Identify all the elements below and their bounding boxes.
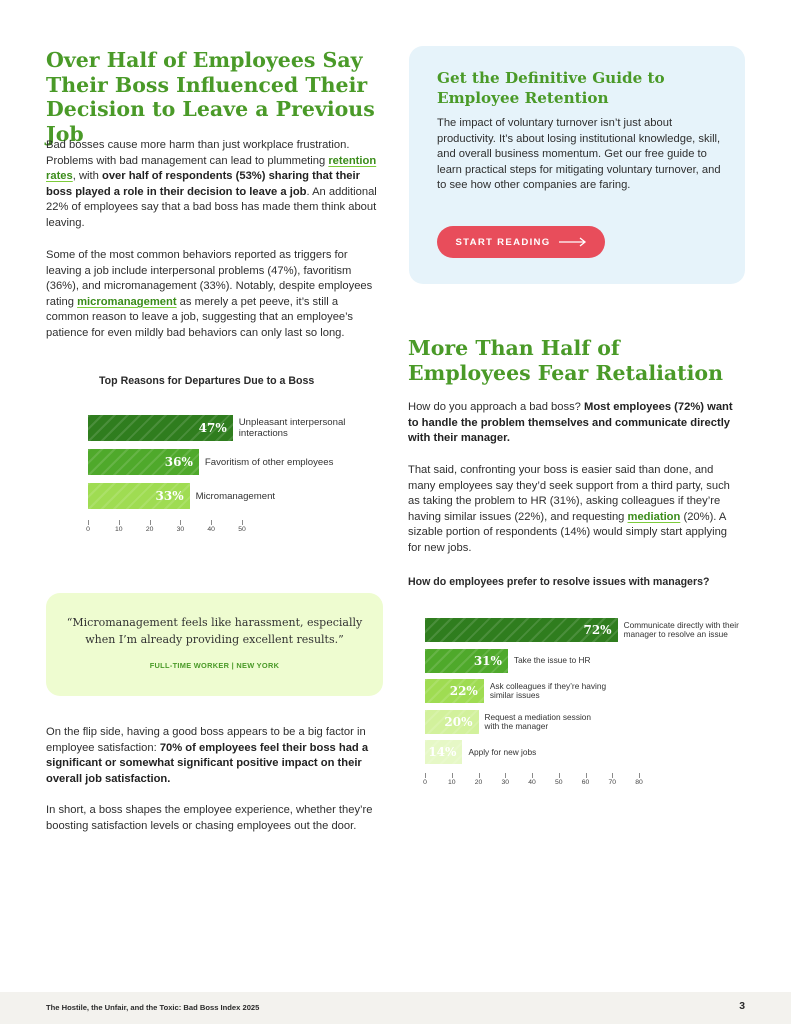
bar-category-label: Apply for new jobs <box>468 746 537 757</box>
intro-paragraph: Bad bosses cause more harm than just workplace frustration. Problems with bad management can lead to plummeting retention rates, with over half of respondents (53%) sharing that their boss played a role in their decision to leave a job. An additional 22% of employees say that a bad boss has made them think about leaving. <box>46 139 377 229</box>
x-axis-tick <box>180 520 181 525</box>
bar-1 <box>88 415 233 441</box>
x-axis-tick-label: 20 <box>474 779 483 786</box>
bar-value-label: 20% <box>444 714 473 729</box>
x-axis-tick-label: 50 <box>554 779 563 786</box>
bar-value-label: 36% <box>164 455 193 469</box>
chart2-title: How do employees prefer to resolve issues with managers? <box>408 576 710 588</box>
bar-value-label: 47% <box>198 421 227 435</box>
x-axis-tick <box>150 520 151 525</box>
micromanagement-link[interactable]: micromanagement <box>77 295 177 308</box>
bar-5 <box>425 740 462 764</box>
approach-paragraph: How do you approach a bad boss? Most employees (72%) want to handle the problem themselves and communicate directly with their manager. <box>408 401 733 445</box>
x-axis-tick <box>242 520 243 525</box>
quote-text: “Micromanagement feels like harassment, especially when I’m already providing excellent results.” <box>66 616 363 646</box>
x-axis-tick <box>119 520 120 525</box>
bar-value-label: 14% <box>428 745 457 759</box>
bar-1 <box>425 618 618 642</box>
bar-category-label: Request a mediation session with the manager <box>484 711 592 731</box>
quote-attribution: FULL-TIME WORKER | NEW YORK <box>149 661 280 670</box>
x-axis-tick <box>612 773 613 778</box>
bar-category-label: Favoritism of other employees <box>204 456 334 468</box>
good-boss-paragraph: On the flip side, having a good boss appears to be a big factor in employee satisfaction: 70% of employees feel their boss had a significant or somewhat significant positive impact on their overall job satisfaction. <box>46 726 369 785</box>
bar-value-label: 33% <box>155 489 184 503</box>
x-axis-tick-label: 10 <box>447 779 456 786</box>
summary-paragraph: In short, a boss shapes the employee experience, whether they’re boosting satisfaction levels or chasing employees out the door. <box>46 804 373 832</box>
bar-value-label: 22% <box>449 684 478 698</box>
start-reading-button[interactable] <box>437 226 605 258</box>
bar-4 <box>425 710 479 734</box>
x-axis-tick-label: 0 <box>86 526 90 533</box>
x-axis-tick <box>479 773 480 778</box>
bar-category-label: Take the issue to HR <box>513 655 591 665</box>
page-footer <box>0 992 791 1024</box>
x-axis-tick-label: 0 <box>423 779 427 786</box>
arrow-right-icon <box>559 237 587 247</box>
bar-value-label: 31% <box>473 653 502 668</box>
x-axis-tick-label: 60 <box>581 779 590 786</box>
mediation-link[interactable]: mediation <box>627 510 681 523</box>
bar-3 <box>425 679 484 703</box>
page-title: Over Half of Employees Say Their Boss Influenced Their Decision to Leave a Previous Job <box>46 48 375 146</box>
start-reading-label: START READING <box>455 236 551 248</box>
bar-2 <box>88 449 199 475</box>
x-axis-tick-label: 30 <box>501 779 510 786</box>
guide-text: The impact of voluntary turnover isn’t just about productivity. It’s about losing institutional knowledge, skill, and overall business momentum. Get our free guide to learn practical steps for mitigating voluntary turnover, and to see how other companies are faring. <box>437 117 721 192</box>
page-number: 3 <box>739 1001 745 1012</box>
x-axis-tick-label: 70 <box>608 779 617 786</box>
triggers-paragraph: Some of the most common behaviors reported as triggers for leaving a job include interpersonal problems (47%), favoritism (36%), and micromanagement (33%). Notably, despite employees rating micromanagement as merely a pet peeve, it’s still a common reason to leave a job, suggesting that an employee’s patience for even mildly bad behaviors can only last so long. <box>46 249 373 339</box>
bar-category-label: Ask colleagues if they’re having similar issues <box>489 681 607 700</box>
x-axis-tick <box>532 773 533 778</box>
x-axis-tick <box>452 773 453 778</box>
x-axis-tick-label: 80 <box>635 779 643 786</box>
guide-title: Get the Definitive Guide to Employee Retention <box>437 69 665 107</box>
x-axis-tick <box>88 520 89 525</box>
bar-2 <box>425 649 508 673</box>
bar-category-label: Micromanagement <box>195 490 276 502</box>
guide-callout <box>409 46 745 284</box>
x-axis-tick-label: 40 <box>207 526 215 533</box>
x-axis-tick-label: 40 <box>528 779 536 786</box>
x-axis-tick <box>211 520 212 525</box>
chart1-title: Top Reasons for Departures Due to a Boss <box>99 375 315 387</box>
bar-3 <box>88 483 190 509</box>
x-axis-tick-label: 30 <box>176 526 185 533</box>
quote-callout <box>46 593 383 696</box>
x-axis-tick <box>559 773 560 778</box>
x-axis-tick <box>425 773 426 778</box>
x-axis-tick-label: 20 <box>145 526 154 533</box>
bar-category-label: Unpleasant interpersonal interactions <box>238 417 346 439</box>
x-axis-tick <box>586 773 587 778</box>
x-axis-tick-label: 10 <box>115 526 123 533</box>
x-axis-tick <box>505 773 506 778</box>
bar-value-label: 72% <box>583 623 612 637</box>
x-axis-tick <box>639 773 640 778</box>
footer-report-title: The Hostile, the Unfair, and the Toxic: Bad Boss Index 2025 <box>46 1003 260 1012</box>
bar-category-label: Communicate directly with their manager to resolve an issue <box>623 620 739 639</box>
third-party-paragraph: That said, confronting your boss is easier said than done, and many employees say they’d seek support from a third party, such as taking the problem to HR (31%), asking colleagues if they’re having similar issues (22%), and requesting mediation (20%). A sizable portion of respondents (14%) would simply start applying for new jobs. <box>408 464 730 554</box>
x-axis-tick-label: 50 <box>238 526 246 533</box>
section-title-retaliation: More Than Half of Employees Fear Retaliation <box>408 336 724 385</box>
retention-rates-link[interactable]: retention rates <box>46 154 377 183</box>
